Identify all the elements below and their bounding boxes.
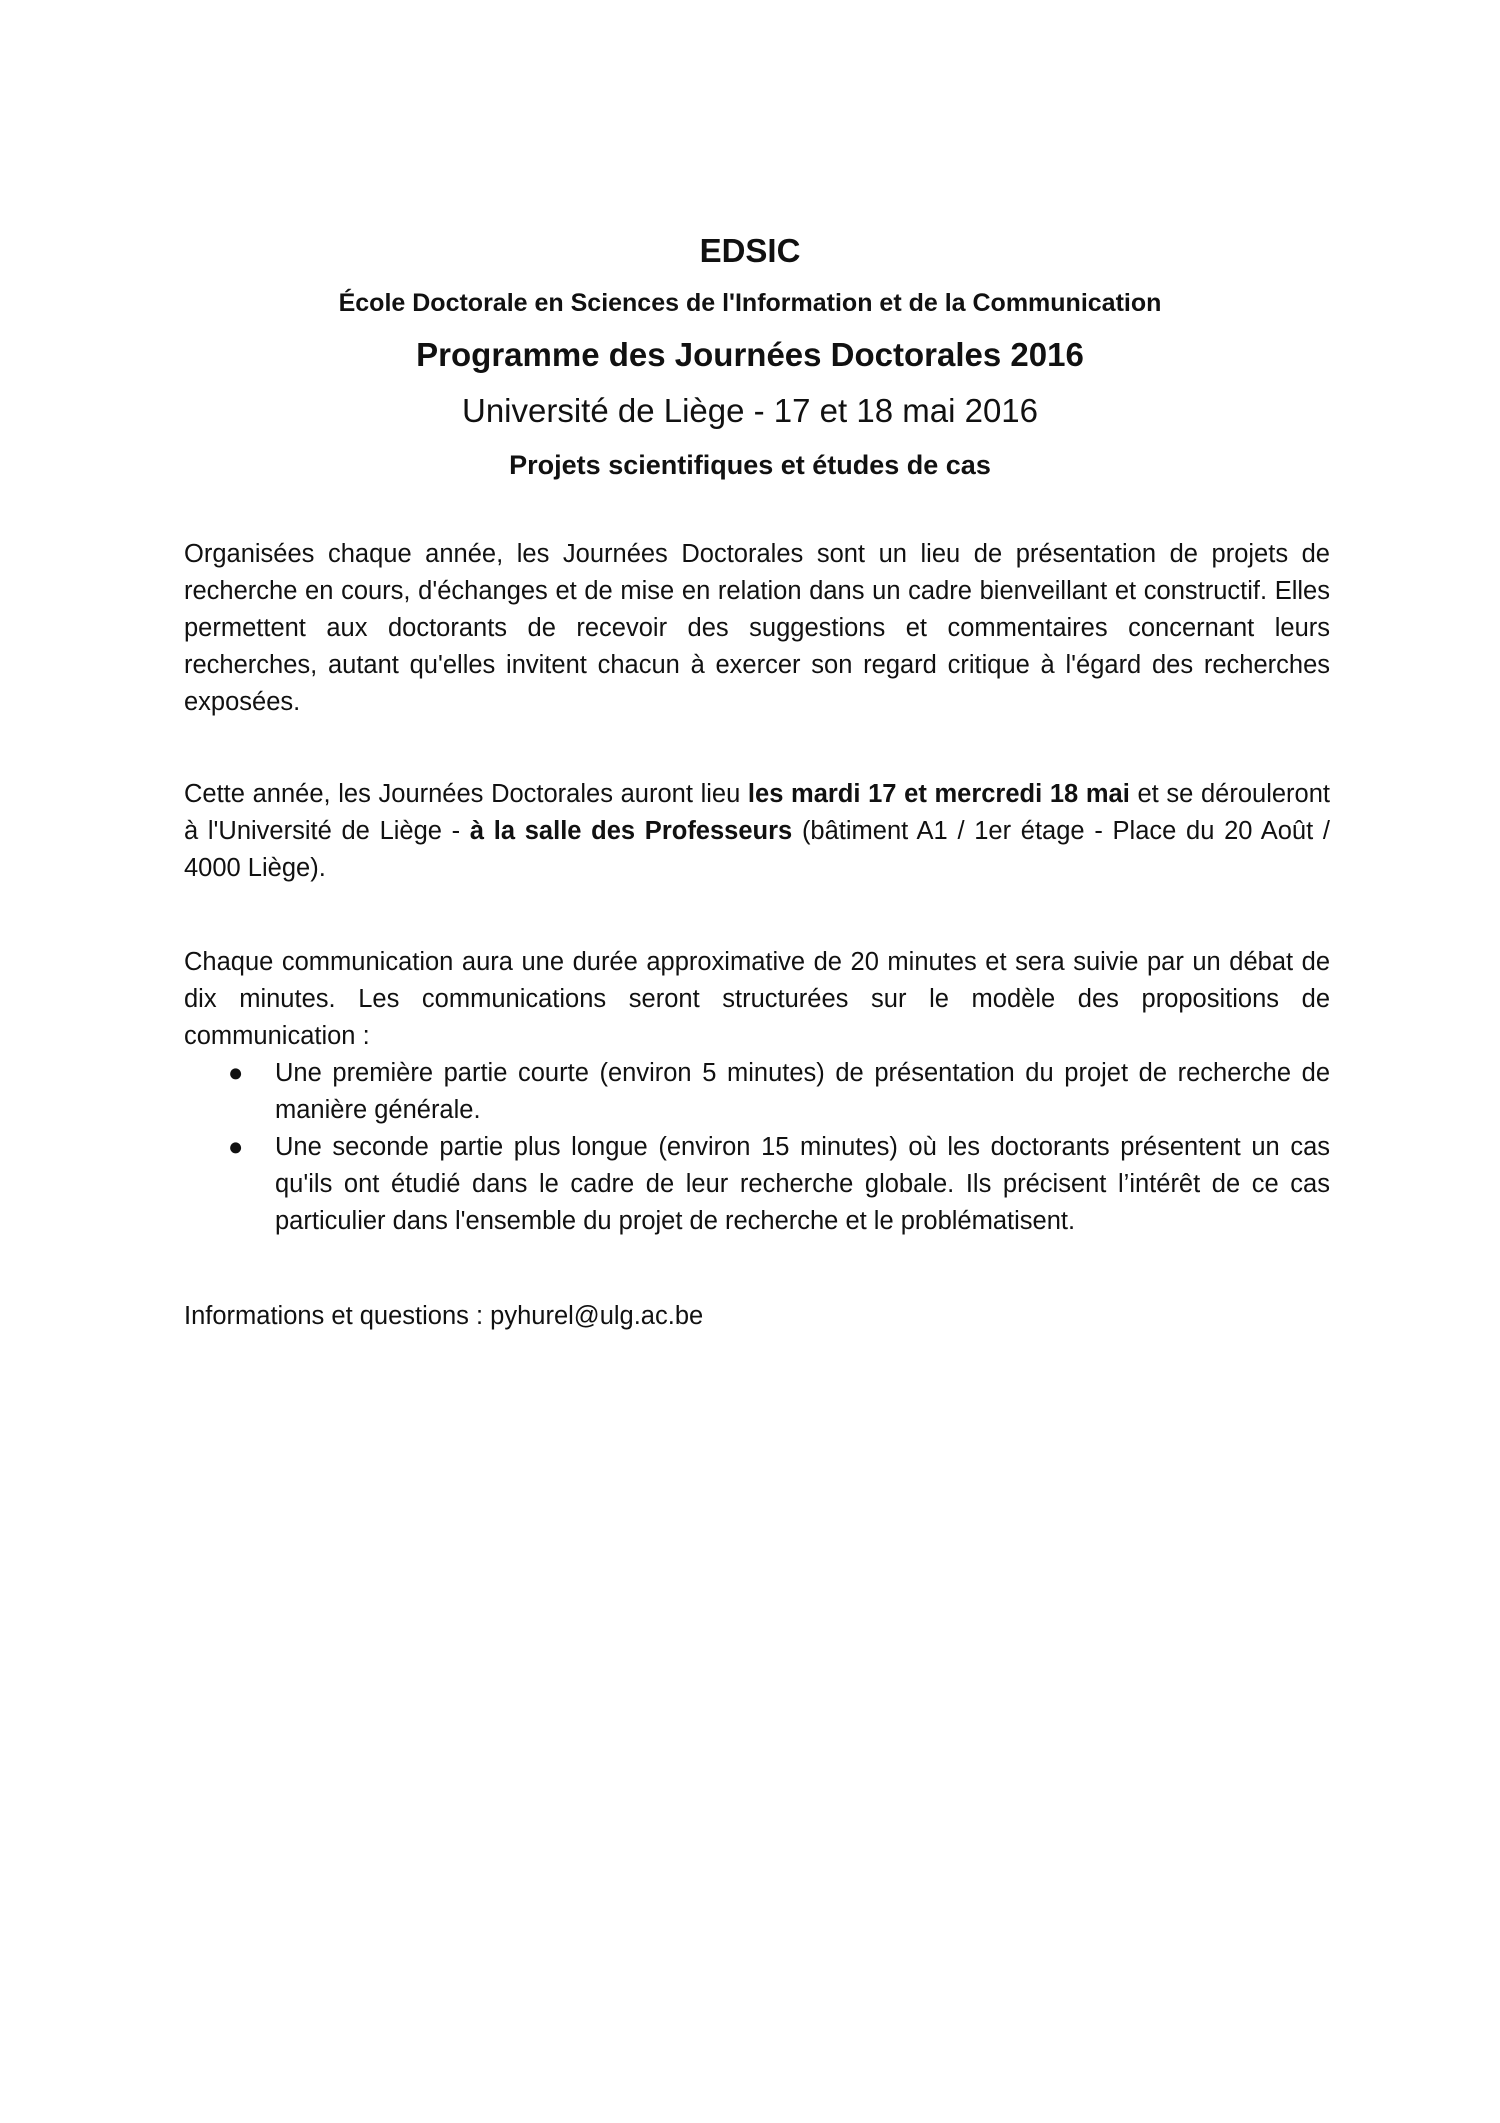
text: (bâtiment A1 / 1er étage - Place du 20 Août / 4000 Liège). (184, 817, 1330, 882)
text: et se dérouleront à l'Université de Liège - (184, 780, 1331, 845)
list-item-text: Une seconde partie plus longue (environ 15 minutes) où les doctorants présentent un cas qu'ils ont étudié dans le cadre de leur recherche globale. Ils précisent l’intérêt de ce cas particulier dans l'ensemble du projet de recherche et le problématisent. (275, 1133, 1330, 1235)
school-name: École Doctorale en Sciences de l'Information et de la Communication (338, 289, 1162, 317)
dates-paragraph (184, 776, 1330, 887)
intro-paragraph: Organisées chaque année, les Journées Doctorales sont un lieu de présentation de projets de recherche en cours, d'échanges et de mise en relation dans un cadre bienveillant et constructif. Elles permettent aux doctorants de recevoir des suggestions et commentaires concernant leurs recherches, autant qu'elles invitent chacun à exercer son regard critique à l'égard des recherches exposées. (184, 540, 1330, 716)
theme-subtitle: Projets scientifiques et études de cas (509, 450, 991, 480)
contact-line (184, 1298, 1330, 1335)
contact-label: Informations et questions : (184, 1302, 491, 1330)
bullet-icon: ● (228, 1133, 244, 1161)
list-item (184, 1055, 1330, 1129)
place-date: Université de Liège - 17 et 18 mai 2016 (461, 392, 1039, 429)
format-paragraph: Chaque communication aura une durée approximative de 20 minutes et sera suivie par un débat de dix minutes. Les communications seront structurées sur le modèle des propositions de communication : (184, 948, 1330, 1050)
contact-email-link[interactable]: pyhurel@ulg.ac.be (490, 1302, 704, 1330)
text: Cette année, les Journées Doctorales auront lieu (184, 780, 748, 808)
list-item (184, 1129, 1330, 1240)
acronym-title: EDSIC (699, 232, 801, 269)
list-item-text: Une première partie courte (environ 5 minutes) de présentation du projet de recherche de manière générale. (275, 1059, 1330, 1124)
dates-bold: les mardi 17 et mercredi 18 mai (747, 780, 1130, 808)
room-bold: à la salle des Professeurs (469, 817, 793, 845)
format-list (184, 1055, 1330, 1240)
bullet-icon: ● (228, 1059, 244, 1087)
programme-title: Programme des Journées Doctorales 2016 (416, 336, 1084, 373)
